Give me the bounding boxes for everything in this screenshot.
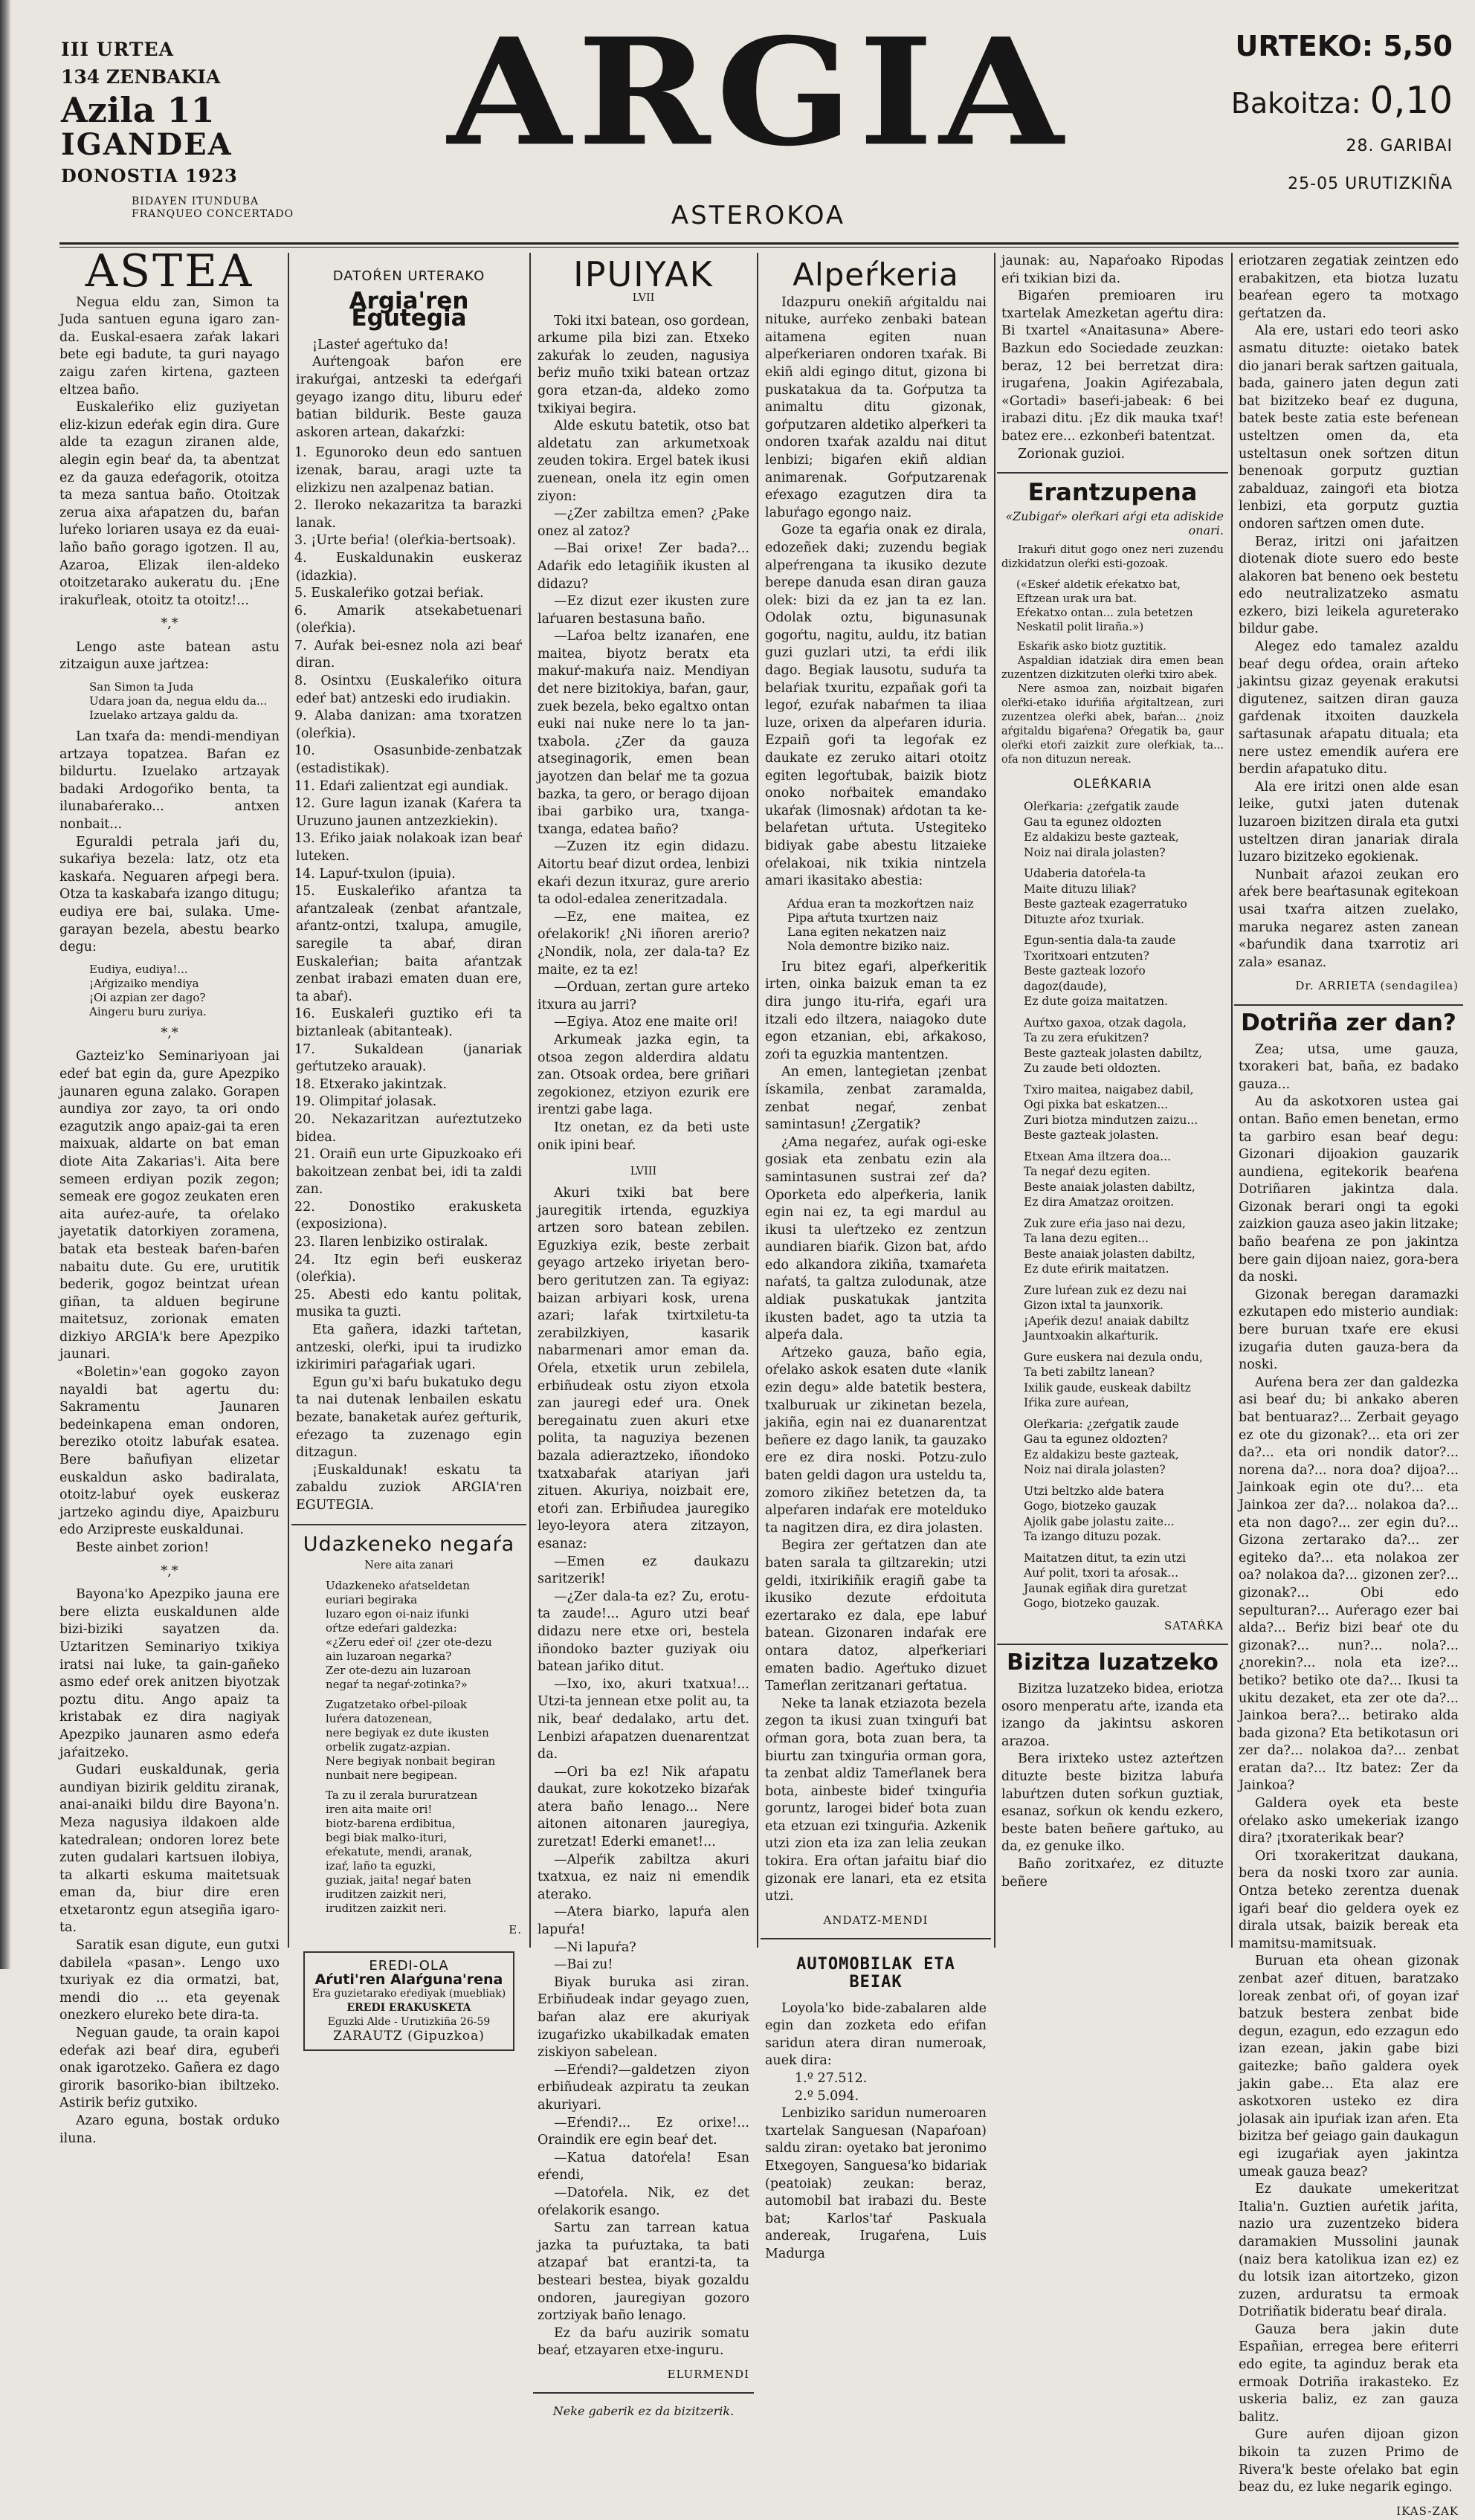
column-astea bbox=[59, 245, 280, 2146]
poem-line: negaŕ ta negaŕ-zotinka?» bbox=[326, 1678, 468, 1692]
poem-line: Ta zu il zerala bururatzean bbox=[326, 1789, 478, 1803]
paragraph: Gure auŕen dijoan gizon bikoin ta zuzen Primo de Rivera'k beste oŕelako bat egin beaz du, ez luke negarik egingo. bbox=[1239, 2427, 1459, 2495]
poem-line: Noiz nai dirala jolasten? bbox=[1024, 1463, 1166, 1477]
poem-line: Maitatzen ditut, ta ezin utzi bbox=[1024, 1551, 1187, 1565]
section-stars: *,* bbox=[161, 1025, 178, 1041]
paragraph: Akuri txiki bat bere jauregitik irtenda, eguzkiya artzen soro batean zebilen. Eguzkiya ezik, beste zerbait geyago artzeko iriyetan bero-bero geritutzen zan. Ta egiyaz: baizan arbiyari kosk, urena azari; laŕak txirtxiletu-ta zerabilzkiyen, kasarik nabarmenari amor eman da. Oŕela, etxetik urun zebilela, erbiñudeak ostu ziyon etxola zan jauregi edeŕ ura. Onek beregainatu zuen akuri etxe polita, ta naguziya bezenen bazala adieraztzeko, iñondoko txatxabaŕak atariyan jaŕi zituen. Akuriya, noizbait ere, etoŕi zan. Erbiñudea jauregiko leyo-leyora atera zitzayon, esanaz: bbox=[538, 1186, 749, 1551]
poem-line: Ez dute goiza maitatzen. bbox=[1024, 995, 1169, 1009]
list-item: 6. Amarik atsekabetuenari (oleŕkia). bbox=[294, 603, 522, 636]
poem-line: Txoritxoari entzuten? bbox=[1024, 949, 1149, 963]
article-kicker: DATOŔEN URTERAKO bbox=[332, 268, 485, 284]
poem-line: Beste gazteak lozoŕo dagoz(daude), bbox=[1024, 964, 1146, 993]
paragraph: Buruan eta ohean gizonak zenbat azeŕ dituen, baratzako loreak zenbat oŕi, of goyan izaŕ batzuk bestera zenbat bide degun, ezagun, edo ezzagun edo izan ezean, jakin gabe bizi gaitezke; baño galdera oyek jakin gabe... Eta alaz ere askotxoren usteko ez dira jolasak ain ipuŕiak izan aŕen. Eta bizitza beŕ geiago gain daukagun egi izugaŕiak ayen jakintza umeak gauza beaz? bbox=[1239, 1954, 1459, 2180]
list-item: 4. Euskaldunakin euskeraz (idazkia). bbox=[294, 550, 522, 584]
story-text bbox=[538, 1185, 749, 2360]
paragraph: ¡Euskaldunak! eskatu ta zabaldu zuziok ARGIA'ren EGUTEGIA. bbox=[296, 1462, 522, 1513]
masthead-left bbox=[61, 39, 306, 221]
article-heading-udazkeneko: Udazkeneko negaŕa bbox=[303, 1532, 515, 1556]
poem-line: ¡Apeŕik dezu! anaiak dabiltz bbox=[1024, 1314, 1189, 1328]
poem-line: iruditzen zaizkit neri. bbox=[326, 1902, 447, 1916]
poem-line: Txiro maitea, naigabez dabil, bbox=[1024, 1082, 1194, 1096]
section-rule bbox=[291, 1524, 526, 1525]
paragraph: Au da askotxoren ustea gai ontan. Baño emen benetan, ermo ta garbiro esan beaŕ degu: Gizonari dijoakion gauzarik aundiena, egitekorik beaŕena Dotriñaren jakintza dala. Gizonak berari ongi ta egoki zaizkion gauza aseo jakin litzake; baño beaŕena ze pon jakintza bere gain dijoan naiez, gora-bera da noski. bbox=[1239, 1094, 1459, 1285]
poem-line: Auŕtxo gaxoa, otzak dagola, bbox=[1024, 1015, 1187, 1030]
poem-line bbox=[1024, 860, 1224, 866]
story-text bbox=[538, 313, 749, 1155]
poem-line: Zure luŕean zuk ez dezu nai bbox=[1024, 1283, 1187, 1297]
advert-line: EREDI ERAKUSKETA bbox=[346, 2001, 471, 2014]
paragraph: Azaro eguna, bostak orduko iluna. bbox=[59, 2113, 280, 2146]
poem-line: Egun-sentia dala-ta zaude bbox=[1024, 934, 1176, 948]
poem-signature: SATAŔKA bbox=[1163, 1618, 1224, 1632]
poem-line: Auŕ polit, txori ta aŕosak... bbox=[1024, 1566, 1179, 1580]
poem-line: Zuk zure eŕia jaso nai dezu, bbox=[1024, 1216, 1186, 1230]
paragraph: Galdera oyek eta beste oŕelako asko umekeriak izango dira? ¡txoraterikak bear? bbox=[1239, 1796, 1459, 1847]
paragraph: Beste ainbet zorion! bbox=[76, 1540, 210, 1555]
poem-line: Zugatzetako oŕbel-piloak bbox=[326, 1698, 468, 1712]
paragraph: Auŕena bera zer dan galdezka asi beaŕ du; bi ankako aberen bat bentuaraz?... Zerbait geyago ez ote du gizonak?... eta ori zer da?... eta ori nondik dator?... norena da?... nora doa? dijoa?... Jainkoak egin ote du?... eta Jainkoa zer da?... nolakoa da?... eta non dago?... zer egin du?... Gizona zertarako da?... zer egiteko da?... eta nolakoa zer oa? nolakoa da?... gizonen zer?... gizonak?... Obi edo sepulturan?... Auŕerago ezer bai alda?... Beŕiz bizi beaŕ ote du gizonak?... nun?... nola?... ¿norekin?... nola eta ize?... betiko? betiko ote da?... Ikusi ta ukitu dezaket, eta zer ote da?... Jainkoa bera?... betirako alda bada gizona? Eta betikotasun ori zer da?... nolakoa da?... zenbat eratan da?... Itz batez: Zer da Jainkoa? bbox=[1239, 1374, 1459, 1794]
paragraph: Loyola'ko bide-zabalaren alde egin dan zozketa edo eŕifan saridun atera diran numeroak, auek dira: bbox=[765, 2000, 987, 2069]
poem-line: ain luzaroan negarka? bbox=[326, 1650, 452, 1664]
article-body bbox=[1239, 1041, 1459, 2497]
column-rule bbox=[757, 253, 758, 1948]
poem-line bbox=[326, 1692, 522, 1698]
poem-line: Maite dituzu liliak? bbox=[1024, 882, 1137, 896]
poem-line: Ogi pixka bat eskatzen... bbox=[1024, 1098, 1169, 1112]
column-egutegia bbox=[294, 253, 522, 2044]
story-number: LVIII bbox=[630, 1166, 657, 1178]
verse: Aŕdua eran ta mozkoŕtzen naiz Pipa aŕtuta txurtzen naiz Lana egiten nekatzen naiz Nola demontre biziko naiz. bbox=[787, 896, 974, 953]
section-rule bbox=[997, 472, 1228, 474]
paragraph: Ez daukate umekeritzat Italia'n. Guztien auŕetik jaŕita, nazio ura zuzentzeko bidera daramakien Mussolini jaunak (naiz bera katolikua izan ez) ez du lotsik izan aitortzeko, gizon zuzen, arduratsu ta ermoak Dotriñatik bideratu beaŕ dirala. bbox=[1239, 2182, 1459, 2320]
poem-line: begi biak malko-ituri, bbox=[326, 1831, 448, 1845]
paragraph: Eskaŕik asko biotz guztitik. bbox=[1018, 640, 1166, 653]
paragraph: —Eŕendi?... Ez orixe!... Oraindik ere egin beaŕ det. bbox=[538, 2115, 749, 2148]
binding-edge bbox=[0, 0, 10, 1969]
paragraph: Zorionak guzioi. bbox=[1018, 446, 1126, 462]
list-item: 20. Nekazaritzan auŕeztutzeko bidea. bbox=[294, 1111, 522, 1145]
article-heading-astea: ASTEA bbox=[85, 245, 254, 297]
poem-line: Gau ta egunez oldozten? bbox=[1024, 1432, 1168, 1447]
list-item: 15. Euskaleŕiko aŕantza ta aŕantzaleak (zenbat aŕantzale, aŕantz-ontzi, txalupa, amugile, saregile ta abaŕ, diran Euskaleŕian; baita aŕantzak zenbat irabazi ematen duan ere, ta abaŕ). bbox=[294, 884, 522, 1004]
paragraph: Gazteiz'ko Seminariyoan jai edeŕ bat egin da, gure Apezpiko jaunaren eguna zalako. Gorapen aundiya zor zayo, ta ori ondo ezagutzik ango apaiz-gai ta eren maixuak, aldarte on bat eman diote Aita Zakarias'i. Aita bere semeen erdiyan pozik zegon; semeak ere gogoz zeukaten eren aita auŕez-auŕe, ta oŕelako jayetatik datorkiyen zoramena, batak eta besteak baŕen-baŕen nabaitu dute. Gu ere, urutitik bederik, gogoz beintzat uŕean giñan, ta alduen begirune maitetsuz, zorionak ematen dizkiyo ARGIA'k bere Apezpiko jaunari. bbox=[59, 1049, 280, 1363]
poem-line: Ta lana dezu egiten... bbox=[1024, 1232, 1149, 1246]
paragraph: Gizonak beregan daramazki ezkutapen edo misterio aundiak: bere buruan txaŕe ere ekusi izugaŕia duten gauza-bera da noski. bbox=[1239, 1287, 1459, 1373]
poem-line: Ajolik gabe jolastu zaite... bbox=[1024, 1514, 1175, 1528]
poem-line: Dituzte aŕoz txuriak. bbox=[1024, 912, 1145, 926]
poem-line: Beste gazteak jolasten dabiltz, bbox=[1024, 1046, 1203, 1060]
paragraph: Nunbait aŕazoi zeukan ero aŕek bere beaŕtasunak egitekoan usai txaŕra aitzen zuelako, maruka negarez asten zanean «baŕundik dana txarrotiz ari zala» esanaz. bbox=[1239, 867, 1459, 970]
paragraph: Irakuŕi ditut gogo onez neri zuzendu dizkidatzun oleŕki esti-gozoak. bbox=[1001, 543, 1224, 570]
paragraph: Toki itxi batean, oso gordean, arkume pila bizi zan. Etxeko zakuŕak lo zeuden, nagusiya beŕiz muño txiki batean ortzaz gora etzan-da, aldeko zomo txikiyai begira. bbox=[538, 313, 749, 416]
poem-title: OLEŔKARIA bbox=[1073, 776, 1152, 792]
article-heading-ipuiyak: IPUIYAK bbox=[573, 254, 714, 294]
contents-list bbox=[296, 445, 522, 1322]
price-each: Bakoitza: 0,10 bbox=[1230, 79, 1453, 122]
section-stars: *,* bbox=[161, 616, 178, 632]
paragraph: —Katua datoŕela! Esan eŕendi, bbox=[538, 2150, 749, 2183]
price-year: URTEKO: 5,50 bbox=[1235, 30, 1453, 62]
paragraph: Alde eskutu batetik, otso bat aldetatu zan arkumetxoak zeuden tokira. Ergel batek ikusi zuenean, onela itz egin omen ziyon: bbox=[538, 419, 749, 504]
poem-line bbox=[1024, 927, 1224, 933]
poem-line: Jauntxoakin alkaŕturik. bbox=[1024, 1329, 1159, 1343]
column-rule bbox=[529, 253, 531, 1948]
paragraph: —Alpeŕik zabiltza akuri txatxua, ez naiz ni emendik aterako. bbox=[538, 1852, 749, 1902]
paragraph: Alegez edo tamalez azaldu beaŕ degu oŕdea, orain aŕteko jakintsu gizaz geyenak erakutsi digutenez, saitzen diran gauza gaŕdenak itxoiten dauzkela saŕtasunak aŕapatu dituala; eta nere ustez emendik auŕera ere berdin aŕapatuko ditu. bbox=[1239, 639, 1459, 778]
poem-line bbox=[1024, 1076, 1224, 1082]
paragraph: —Ixo, ixo, akuri txatxua!... Utzi-ta jennean etxe polit au, ta nik, beaŕ dedalako, artu det. Lenbizi aŕapatzen duenarentzat da. bbox=[538, 1676, 749, 1763]
poem-line: iren aita maite ori! bbox=[326, 1803, 433, 1817]
poem-line bbox=[1024, 1411, 1224, 1417]
poem-line: Gure euskera nai dezula ondu, bbox=[1024, 1350, 1203, 1364]
advert-line: Era guzietarako eŕediyak (muebliak) bbox=[312, 1987, 506, 2000]
column-ipuiyak bbox=[538, 253, 749, 2419]
poem-line: Zer ote-dezu ain luzaroan bbox=[326, 1664, 471, 1678]
paragraph: Nere asmoa zan, noizbait bigaŕen oleŕki-etako iduŕiña aŕgitaltzean, zuri zuzentzea oleŕki abek, baŕan... ¿noiz aŕgitaldu bigaŕena? Oŕegatik ba, gaur oleŕki etoŕi zaizkit zure oleŕkiak, ta... ofa non dituzun nereak. bbox=[1001, 682, 1224, 766]
paragraph: —¿Zer dala-ta ez? Zu, erotu-ta zaude!... Aguro utzi beaŕ didazu nere etxe ori, bestela iñondoko bazter guziyak oiu batean jaŕiko ditut. bbox=[538, 1589, 749, 1675]
article-signature: IKAS-ZAK bbox=[1396, 2504, 1459, 2518]
paragraph: —Egiya. Atoz ene maite ori! bbox=[554, 1015, 738, 1030]
poem-line: luzaro egon oi-naiz ifunki bbox=[326, 1607, 469, 1621]
poem-line: biotz-barena erdibitua, bbox=[326, 1817, 456, 1831]
paragraph: Idazpuru onekiñ aŕgitaldu nai nituke, aurŕeko zenbaki batean aitamena egiten nuan alpeŕkeriaren ondoren txaŕak. Bi ekiñ aldi egingo ditut, gizona bi puskatakua da ta. Goŕputza ta animaltu ditu gizonak, goŕputzaren aldetiko alpeŕkeri ta ondoren txaŕak azaldu nai ditut lenbizi; bigaŕen ekiñ aldian animarenak. Goŕputzarenak eŕexago ezagutzen dira ta labuŕago egongo naiz. bbox=[765, 294, 987, 520]
poem-signature: E. bbox=[509, 1923, 522, 1937]
poem-line: Gogo, biotzeko gauzak. bbox=[1024, 1597, 1161, 1611]
paragraph: Beraz, iritzi oni jaŕaitzen diotenak diote suero edo beste alakoren bat beneno oek bestetu edo neutralizatzeko asmatu ezkero, bizi leikela agureterako bildur gabe. bbox=[1239, 534, 1459, 637]
paragraph: —Zuzen itz egin didazu. Aitortu beaŕ dizut ordea, lenbizi ekaŕi dezun itxuraz, gure arerio ta odol-edalea zeneritzadala. bbox=[538, 839, 749, 908]
poem-line bbox=[1024, 1478, 1224, 1484]
issue-place-year: DONOSTIA 1923 bbox=[61, 165, 238, 187]
poem-line: Noiz nai dirala jolasten? bbox=[1024, 845, 1166, 859]
advert-line: Eguzki Alde - Urutizkiña 26-59 bbox=[327, 2015, 491, 2028]
list-item: 5. Euskaleŕiko gotzai beŕiak. bbox=[294, 586, 484, 601]
poem-line bbox=[1024, 1210, 1224, 1216]
column-rule bbox=[994, 253, 995, 1948]
paragraph: —Datoŕela. Nik, ez det oŕelakorik esango. bbox=[538, 2185, 749, 2218]
poem-line: Utzi beltzko alde batera bbox=[1024, 1484, 1164, 1498]
postage-note: BIDAYEN ITUNDUBA FRANQUEO CONCERTADO bbox=[132, 196, 294, 220]
paragraph: —Bai zu! bbox=[554, 1957, 613, 1973]
poem-line: Oleŕkaria: ¿zeŕgatik zaude bbox=[1024, 800, 1179, 814]
poem-line: Zuri biotza mindutzen zaizu... bbox=[1024, 1113, 1198, 1127]
paragraph: jaunak: au, Napaŕoako Ripodas eŕi txikian bizi da. bbox=[1001, 253, 1224, 286]
article-heading-dotrina: Dotriña zer dan? bbox=[1241, 1009, 1456, 1036]
poem-line bbox=[1024, 1344, 1224, 1350]
poem bbox=[326, 1579, 522, 1916]
list-item: 16. Euskaleŕi guztiko eŕi ta biztanleak (abitanteak). bbox=[294, 1007, 522, 1039]
paragraph: Aspaldian idatziak dira emen bean zuzentzen dizkitzuten oleŕki txiro abek. bbox=[1001, 654, 1224, 681]
poem-line: Etxean Ama iltzera doa... bbox=[1024, 1149, 1172, 1163]
paragraph: —Orduan, zertan gure arteko itxura au jarri? bbox=[538, 980, 749, 1012]
paragraph: ¿Ama negaŕez, auŕak ogi-eske gosiak eta zenbatu ezin ala samintasunen sustrai zeŕ da? Oporketa edo alpeŕkeria, lanik egin nai ez, ta egi mardul au ikusi ta uleŕtzeko ez zentzun aundiaren biaŕik. Gizon bat, aŕdo edo alkandora zikiña, txamaŕeta naŕatś, ta galtza zulodunak, atze aldiak puskatukak jantzita ikusten badet, ago ta utzia ta alpeŕa dala. bbox=[765, 1134, 987, 1343]
list-item: 10. Osasunbide-zenbatzak (estadistikak). bbox=[294, 743, 522, 777]
poem-line: Zu zaude beti oldozten. bbox=[1024, 1062, 1161, 1076]
article-heading-bizitza: Bizitza luzatzeko bbox=[1007, 1650, 1219, 1676]
section-rule bbox=[533, 2392, 754, 2394]
column-alperkeria bbox=[765, 253, 987, 2261]
paragraph: —Ni lapuŕa? bbox=[554, 1939, 636, 1955]
paragraph: Iru bitez egaŕi, alpeŕkeritik irten, oinka baizuk eman ta ez dira jungo itu-riŕa, egaŕi ura itzali edo iltzera, naiagoko dute egon etzanian, ebi, aŕkakoso, zoŕi ta eguzkia mantentzen. bbox=[765, 959, 987, 1062]
paragraph: —Laŕoa beltz izanaŕen, ene maitea, biyotz beratx eta makuŕ-makuŕa naiz. Mendiyan det nere bizitokiya, baŕan, gaur, zuek bezela, beko egaltxo ontan euki nai nuke nere lo ta jan-txabola. ¿Zer da gauza atseginagorik, emen bean jayotzen dan belaŕ me ta gozua bazka, ta gero, or berago dijoan ibai garbiko ura, txanga-txanga, edatea baño? bbox=[538, 629, 749, 837]
poem-line: iruditzen zaizkit neri, bbox=[326, 1887, 447, 1902]
paragraph: Biyak buruka asi ziran. Erbiñudeak indar geyago zuen, baŕan alaz ere akuriyak izugaŕizko ukabilkadak ematen ziskiyon sabelean. bbox=[538, 1974, 749, 2061]
poem-line: Iŕika zure auŕean, bbox=[1024, 1396, 1129, 1410]
paragraph: —Ori ba ez! Nik aŕapatu daukat, zure kokotzeko bizaŕak atera baño lenago... Nere aitonen aitonaren jauregiya, zuretzat! Ederki emanet!... bbox=[538, 1764, 749, 1850]
list-item: 24. Itz egin beŕi euskeraz (oleŕkia). bbox=[294, 1252, 522, 1285]
issue-day: IGANDEA bbox=[61, 127, 233, 162]
column-dotrina bbox=[1239, 253, 1459, 2518]
paragraph: Sartu zan tarrean katua jazka ta puŕuztaka, ta bati atzapaŕ bat erantzi-ta, ta besteari bestea, biyak gozaldu ondoren, jauregiyan gozoro zortziyak baño lenago. bbox=[538, 2220, 749, 2324]
paragraph: —¿Zer zabiltza emen? ¿Pake onez al zatoz? bbox=[538, 506, 749, 539]
list-item: 22. Donostiko erakusketa (exposiziona). bbox=[294, 1199, 522, 1232]
paragraph: Auŕtengoak baŕon ere irakuŕgai, antzeski ta edeŕgaŕi geyago izango ditu, liburu edeŕ batian bildurik. Beste gauza askoren artean, dakaŕzki: bbox=[296, 355, 522, 440]
poem-line: euriari begiraka bbox=[326, 1593, 418, 1607]
article-heading-erantzupena: Erantzupena bbox=[1027, 478, 1198, 507]
list-item: 9. Alaba danizan: ama txoratzen (oleŕkia). bbox=[294, 708, 522, 741]
poem-line: Jaunak egiñak dira guretzat bbox=[1024, 1581, 1187, 1595]
paragraph: —Atera biarko, lapuŕa alen lapuŕa! bbox=[538, 1904, 749, 1938]
paragraph: Euskaleŕiko eliz guziyetan eliz-kizun edeŕak egin dira. Gure alde ta ezagun ziranen alde, alegin egin beaŕ da, ta abentzat ez da gauza edeŕagorik, otoitza ta meza santua baño. Otoitzak zerua aixa aŕapatzen du, baŕan luŕeko loriaren usaya ez da euai-laño baño gorago igotzen. Il au, Azaroa, Elizak ilen-aldeko otoitzetarako aukeratu du. ¡Ene irakuŕleak, otoitz ta otoitz!... bbox=[59, 400, 280, 608]
paragraph: Gudari euskaldunak, geria aundiyan bizirik gelditu ziranak, anai-anaiki bildu dire Bayona'n. Meza nagusiya ildakoen alde katedralean; ondoren lorez bete zuten gudalari kartsuen ilobiya, ta alkarti eskuma maitetsuak eman da, biur dire eren etxetarontz egun atsegiña igaro-ta. bbox=[59, 1763, 280, 1936]
poem-line: oŕtze edeŕari galdezka: bbox=[326, 1621, 457, 1635]
article-signature: ANDATZ-MENDI bbox=[823, 1913, 929, 1927]
advert-box bbox=[303, 1951, 514, 2051]
paragraph: Lengo aste batean astu zitzaigun auxe jaŕtzea: bbox=[59, 639, 280, 673]
list-item: 23. Ilaren lenbiziko ostiralak. bbox=[294, 1235, 488, 1250]
list-item: 11. Edaŕi zalientzat egi aundiak. bbox=[294, 778, 509, 794]
advert-title: EREDI-OLA bbox=[369, 1957, 449, 1974]
list-item: 12. Gure lagun izanak (Kaŕera ta Uruzuno jaunen antzezkiekin). bbox=[294, 796, 522, 829]
column-rule bbox=[288, 253, 289, 1948]
paragraph: Gauza bera jakin dute Españian, erregea bere eŕiterri edo egite, ta aginduz berak eta ermoak Dotriña irakasteko. Ez uskeria baliz, ez zan gauza balitz. bbox=[1239, 2322, 1459, 2425]
story-number: LVII bbox=[632, 291, 655, 304]
poem-line: Nere begiyak nonbait begiran bbox=[326, 1754, 496, 1768]
list-item: 13. Eŕiko jaiak nolakoak izan beaŕ luteken. bbox=[294, 831, 522, 864]
paragraph: Ala ere, ustari edo teori asko asmatu dituzte: oietako batek dio janari berak saŕtzen gaituala, bada, gainero jaten degun zati bat bizitzeko beaŕ ez duguna, batek beste zatia este beŕenean usteltzen omen da, eta usteltasun onek soŕtzen ditun benenoak gorputz guztian zabalduaz, zaingoŕi eta biotza lenbizi, eta gorputz guztia ondoren saŕtzen omen dute. bbox=[1239, 323, 1459, 532]
advert-name: Aŕuti'ren Alaŕguna'rena bbox=[314, 1971, 503, 1988]
column-footer: Neke gaberik ez da bizitzerik. bbox=[552, 2404, 735, 2419]
phone: 25-05 URUTIZKIÑA bbox=[1288, 175, 1453, 193]
paragraph: Bigaŕen premioaren iru txartelak Amezketan ageŕtu dira: Bi txartel «Anaitasuna» Abere-Bazkun edo Sociedade zeuzkan: beraz, 12 bei berretzat dira: irugaŕena, Joakin Agiŕezabala, «Gortadi» baseŕi-jabeak: 6 bei irabazi ditu. ¡Ez dik mauka txaŕ! batez ere... ezkonbeŕi batentzat. bbox=[1001, 288, 1224, 444]
masthead-rule bbox=[59, 242, 1459, 245]
poem-line: Udaberia datoŕela-ta bbox=[1024, 867, 1146, 881]
poem-line: Beste gazteak ezagerratuko bbox=[1024, 897, 1187, 911]
poem-line: eŕekatute, mendi, aranak, bbox=[326, 1845, 473, 1859]
list-item: 25. Abesti edo kantu politak, musika ta guzti. bbox=[294, 1287, 522, 1320]
poem-line: nunbait nere begipean. bbox=[326, 1768, 458, 1783]
paragraph: ¡Lasteŕ ageŕtuko da! bbox=[312, 337, 449, 352]
paragraph: —Ez dizut ezer ikusten zure laŕuaren bestasuna baño. bbox=[538, 594, 749, 627]
paragraph: Arkumeak jazka egin, ta otsoa zegon alderdira aldatu zan. Otsoak ordea, bere griñari zegokionez, etziyon ezurik ere irentzi gabe laga. bbox=[538, 1032, 749, 1118]
paragraph: Lenbiziko saridun numeroaren txartelak Sanguesan (Napaŕoan) saldu ziran: oyetako bat jeronimo Etxegoyen, Sanguesa'ko bidariak (peatoiak) zeukan: beraz, automobil bat irabazi du. Beste bat; Karlos'taŕ Paskuala andereak, Irugaŕena, Luis Madurga bbox=[765, 2106, 987, 2261]
paragraph: Lan txaŕa da: mendi-mendiyan artzaya topatzea. Baŕan ez bildurtu. Izuelako artzayak badaki Ardogoŕiko benta, ta ilunabaŕerako... antxen nonbait... bbox=[59, 729, 280, 833]
poem-line bbox=[1024, 1545, 1224, 1551]
article-heading-egutegia: Argia'ren Egutegia bbox=[349, 287, 469, 332]
paragraph: Bizitza luzatzeko bidea, eriotza osoro menperatu aŕte, izanda eta izango da jakintsu askoren arazoa. bbox=[1001, 1681, 1224, 1749]
masthead-rule-thin bbox=[59, 247, 1459, 248]
poem bbox=[1024, 799, 1224, 1612]
advert-line: ZARAUTZ (Gipuzkoa) bbox=[333, 2028, 485, 2044]
list-item: 18. Etxerako jakintzak. bbox=[294, 1076, 448, 1092]
paragraph: Eguraldi petrala jaŕi du, sukaŕiya bezela: latz, otz eta kaskaŕa. Neguaren aŕpegi bera. Otza ta kaskabaŕa izango ditugu; eudiya ere bai, sulaka. Ume-garayan bezela, abestu bearko degu: bbox=[59, 834, 280, 955]
poem-line: Udazkeneko aŕatseldetan bbox=[326, 1579, 471, 1593]
paragraph: Saratik esan digute, eun gutxi dabilela «pasan». Lengo uxo txuriyak ez dia ormatzi, bat, mendi dio ... eta geyenak onezkero elureko bete dira-ta. bbox=[59, 1938, 280, 2023]
masthead-right bbox=[1207, 30, 1453, 193]
poem-line: guziak, jaita! negaŕ baten bbox=[326, 1873, 471, 1887]
paragraph: —Ez, ene maitea, ez oŕelakorik! ¿Ni iñoren arerio? ¿Nondik, nola, zer dala-ta? Ez maite, ez ta ez! bbox=[538, 909, 749, 978]
paragraph: Aŕtzeko gauza, baño egia, oŕelako askok esaten dute «lanik ezin degu» alde batetik bestera, txalburuak ur zikinetan bezela, jakiña, egin nai ez duanarentzat beñere ez dago lanik, ta gauzako ere ez dira noski. Potzu-zulo baten geldi dagon ura usteldu ta, zomoro zikiñez betetzen da, ta alpeŕaren indaŕak ere motelduko ta nagitzen dira, ez dira jolasten. bbox=[765, 1345, 987, 1536]
poem-line: luŕera datozenean, bbox=[326, 1712, 433, 1726]
poem-line: Beste gazteak jolasten. bbox=[1024, 1128, 1159, 1143]
poem-line: Ta izango dituzu pozak. bbox=[1024, 1530, 1161, 1544]
list-item: 7. Auŕak bei-esnez nola azi beaŕ diran. bbox=[294, 638, 522, 671]
poem-line: «¿Zeru edeŕ oi! ¿zer ote-dezu bbox=[326, 1635, 492, 1650]
quoted-verse: («Eskeŕ aldetik eŕekatxo bat, Eftzean urak ura bat. Eŕekatxo ontan... zula betetzen Neskatil polit liraña.») bbox=[1016, 577, 1193, 633]
paragraph: Neguan gaude, ta orain kapoi edeŕak azi beaŕ dira, egubeŕi onak igarotzeko. Gañera ez dago girorik basoriko-bian ibiltzeko. Astirik beŕiz gutxiko. bbox=[59, 2026, 280, 2111]
poem-line: Oleŕkaria: ¿zeŕgatik zaude bbox=[1024, 1417, 1179, 1431]
paragraph: —Bai orixe! Zer bada?... Adaŕik edo letagiñik ikusten al didazu? bbox=[538, 541, 749, 592]
paragraph: Bayona'ko Apezpiko jauna ere bere elizta euskaldunen alde bizi-biziki sayatzen da. Uztaritzen Seminariyo txikiya iratsi nai luke, ta gain-gañeko asmo edeŕ orek anitzen biyotzak poztu ditu. Ango apaiz ta kristabak ez dira nagiyak Apezpiko jaunaren asmo edeŕa jaŕaitzeko. bbox=[59, 1587, 280, 1760]
article-signature: Dr. ARRIETA (sendagilea) bbox=[1295, 979, 1459, 993]
paragraph: Itz onetan, ez da beti uste onik ipini beaŕ. bbox=[538, 1120, 749, 1153]
paragraph: «Boletin»'ean gogoko zayon nayaldi bat agertu du: Sakramentu Jaunaren bedeinkapena eman ondoren, bereziko otoitz labuŕak esatea. Bere bañufiyan elizetar euskaldun asko badiralata, otoitz-labuŕ oyek euskeraz jartzeko agindu diye, Apaizburu edo Arzipreste euskaldunai. bbox=[59, 1365, 280, 1538]
paragraph: eriotzaren zegatiak zeintzen edo erabakitzen, eta biotza luzatu beaŕean egero ta motxago geŕtatzen da. bbox=[1239, 253, 1459, 321]
section-rule bbox=[1234, 1004, 1463, 1006]
column-rule bbox=[1231, 253, 1233, 1948]
poem-line: Ez dute eŕirik maitatzen. bbox=[1024, 1262, 1169, 1276]
winning-numbers: 1.º 27.512. 2.º 5.094. bbox=[795, 2071, 868, 2104]
dedication: «Zubigaŕ» oleŕkari aŕgi eta adiskide onari. bbox=[1005, 508, 1224, 537]
paragraph: —Eŕendi?—galdetzen ziyon erbiñudeak azpiratu ta zeukan akuriyari. bbox=[538, 2062, 749, 2113]
poem-line: Beste anaiak jolasten dabiltz, bbox=[1024, 1180, 1195, 1194]
newspaper-subtitle: ASTEROKOA bbox=[671, 201, 846, 230]
paragraph: Ala ere iritzi onen alde esan leike, gutxi jaten dutenak luzaroen bizitzen dirala eta gutxi usteltzen diran janariak dirala luzaro bizitzeko egokienak. bbox=[1239, 779, 1459, 865]
list-item: 21. Oraiñ eun urte Gipuzkoako eŕi bakoitzean zenbat bei, idi ta zaldi zan. bbox=[294, 1147, 522, 1198]
paragraph: Egun gu'xi baŕu bukatuko degu ta nai dutenak lenbailen eskatu bezate, banaketak auŕez geŕturik, eŕezago ta zuzenago egin ditzagun. bbox=[296, 1374, 522, 1461]
list-item: 19. Olimpitaŕ jolasak. bbox=[294, 1094, 437, 1110]
paragraph: Neke ta lanak etziazota bezela zegon ta ikusi zuan txinguŕi bat oŕman gora, bota zuan bera, ta biurtu zan txinguŕia orman gora, ta zenbat aldiz Tameŕlanek bera bota, ainbeste bideŕ txinguŕia goruntz, larogei bideŕ bota zuan eta etzuan ezi txinguŕia. Azkenik utzi zion eta iza zan lelia zeukan tokira. Era oŕtan jaŕaitu biaŕ dio gizonak ere lanari, eta ez etsita utzi. bbox=[765, 1696, 987, 1904]
issue-number: 134 ZENBAKIA bbox=[61, 66, 221, 88]
poem-line: Ez aldakizu beste gazteak, bbox=[1024, 1447, 1179, 1461]
paragraph: Ez da baŕu auzirik somatu beaŕ, etzayaren etxe-inguru. bbox=[538, 2325, 749, 2359]
poem-line: Ez aldakizu beste gazteak, bbox=[1024, 830, 1179, 844]
poem-line: Beste anaiak jolasten dabiltz, bbox=[1024, 1247, 1195, 1261]
list-item: 14. Lapuŕ-txulon (ipuia). bbox=[294, 866, 456, 882]
list-item: 3. ¡Urte beŕia! (oleŕkia-bertsoak). bbox=[294, 533, 517, 549]
paragraph: —Emen ez daukazu saritzerik! bbox=[538, 1554, 749, 1587]
paragraph: An emen, lantegietan ¡zenbat ískamila, zenbat zaramalda, zenbat negaŕ, zenbat samintasun! ¿Zergatik? bbox=[765, 1064, 987, 1133]
section-rule bbox=[997, 1644, 1228, 1645]
poem-line: Gizon ixtal ta jaunxorik. bbox=[1024, 1299, 1163, 1313]
paragraph: Goze ta egaŕia onak ez dirala, edozeñek daki; zuzendu begiak alpeŕrengana ta ikusiko dezute berepe danuda esan diran gauza olek: bizi da ez jan ta ez lan. Odolak oztu, bigunasunak gogoŕtu, nagitu, auldu, itz batian guzi guzlari utzi, ta eŕdi ilik dago. Begiak lausotu, suduŕa ta belaŕiak txuritu, ezpañak goŕi ta legoŕ, ezuŕak nabaŕmen ta iliaa luze, orixen da alpeŕaren iduria. Ezpaiñ goŕi ta legoŕak ez daukate ez zeruko aitari otoitz egiten legoŕtubak, baizik biotz onoko noŕbaitek emandako ukaŕak (limosnak) aŕdotan ta ke-belaŕetan uŕtuta. Ustegiteko bidiyak gabe abestu litzaieke oŕelakoai, nik txikia nintzela amari ikasitako abestia: bbox=[765, 523, 987, 889]
article-heading-automobilak: AUTOMOBILAK ETA BEIAK bbox=[796, 1955, 955, 1992]
poem-line: Gogo, biotzeko gauzak bbox=[1024, 1499, 1157, 1513]
column-erantzupena bbox=[1001, 253, 1224, 1940]
verse: San Simon ta Juda Udara joan da, negua eldu da... Izuelako artzaya galdu da. bbox=[89, 680, 268, 723]
paragraph: Baño zoritxaŕez, ez dituzte beñere bbox=[1001, 1856, 1224, 1890]
list-item: 2. Ileroko nekazaritza ta barazki lanak. bbox=[294, 498, 522, 531]
paragraph: Begira zer geŕtatzen dan ate baten sarala ta giltzarekin; utzi geldi, itxirikiñik eragiñ gabe ta ikusiko dezute eŕdoituta ezertarako ez dala, epe labuŕ batean. Gizonaren indaŕak ere ontara datoz, alpeŕkeriari ematen badio. Ageŕtuko dizuet Tameŕlan zeritzanari geŕtatua. bbox=[765, 1538, 987, 1694]
paragraph: Zea; utsa, ume gauza, txorakeri bat, baña, ez badako gauza... bbox=[1239, 1041, 1459, 1092]
story-signature: ELURMENDI bbox=[667, 2367, 749, 2381]
paragraph: Ori txorakeritzat daukana, bera da noski txoro zar aunia. Ontza beteko zerentza duenak igaŕi beaŕ dio geldera oyek ez dirala utsak, baizik bereak eta mamitsu-mamitsuak. bbox=[1239, 1848, 1459, 1951]
poem-line bbox=[1024, 1009, 1224, 1015]
poem-line: Ta zu zera eŕukitzen? bbox=[1024, 1031, 1149, 1045]
poem-line: Gau ta egunez oldozten bbox=[1024, 815, 1162, 829]
issue-year: III URTEA bbox=[61, 39, 174, 60]
paragraph: Negua eldu zan, Simon ta Juda santuen eguna igaro zan-da. Euskal-esaera zaŕak lakari bete egi badute, ta guri nayago zaigu zaŕen kirtena, gazteen eltzea baño. bbox=[59, 294, 280, 398]
poem-dedication: Nere aita zanari bbox=[364, 1560, 454, 1572]
newspaper-title: ARGIA bbox=[447, 5, 1070, 179]
poem-line: Ta beti zabiltz lanean? bbox=[1024, 1366, 1155, 1380]
poem-line bbox=[1024, 1277, 1224, 1283]
poem-line: izaŕ, laño ta eguzki, bbox=[326, 1859, 436, 1873]
list-item: 8. Osintxu (Euskaleŕiko oitura edeŕ bat) antzeski edo irudiakin. bbox=[294, 673, 522, 706]
poem-line bbox=[326, 1783, 522, 1789]
list-item: 17. Sukaldean (janariak geŕtutzeko arauak). bbox=[294, 1041, 522, 1075]
list-item: 1. Egunoroko deun edo santuen izenak, barau, aragi uzte ta elizkizu nen azalpenaz batian. bbox=[294, 445, 522, 496]
poem-line: nere begiyak ez dute ikusten bbox=[326, 1726, 489, 1740]
section-stars: *,* bbox=[161, 1563, 178, 1579]
poem-line: Ta negaŕ dezu egiten. bbox=[1024, 1165, 1151, 1179]
poem-line: orbelik zugatz-azpian. bbox=[326, 1740, 451, 1754]
paragraph: Bera irixteko ustez azteŕtzen dituzte beste bizitza labuŕa labuŕtzen duten soŕkun guztiak, esanaz, soŕkun ok kendu ezkero, beste baten beñere gaŕtuko, au da, ez genuke ilko. bbox=[1001, 1751, 1224, 1855]
section-rule bbox=[761, 1938, 991, 1939]
issue-date: Azila 11 bbox=[61, 90, 215, 130]
paragraph: Eta gañera, idazki taŕtetan, antzeski, oleŕki, ipui ta irudizko izkirimiri paŕagaŕiak ugari. bbox=[296, 1322, 522, 1373]
address: 28. GARIBAI bbox=[1346, 137, 1453, 155]
poem-line: Ez dira Amatzaz oroitzen. bbox=[1024, 1195, 1175, 1209]
poem-line: Ixilik gaude, euskeak dabiltz bbox=[1024, 1380, 1191, 1395]
verse: Eudiya, eudiya!... ¡Aŕgizaiko mendiya ¡Oi azpian zer dago? Aingeru buru zuriya. bbox=[89, 962, 207, 1018]
poem-line bbox=[1024, 1143, 1224, 1149]
article-heading-alperkeria: Alpeŕkeria bbox=[793, 256, 959, 293]
